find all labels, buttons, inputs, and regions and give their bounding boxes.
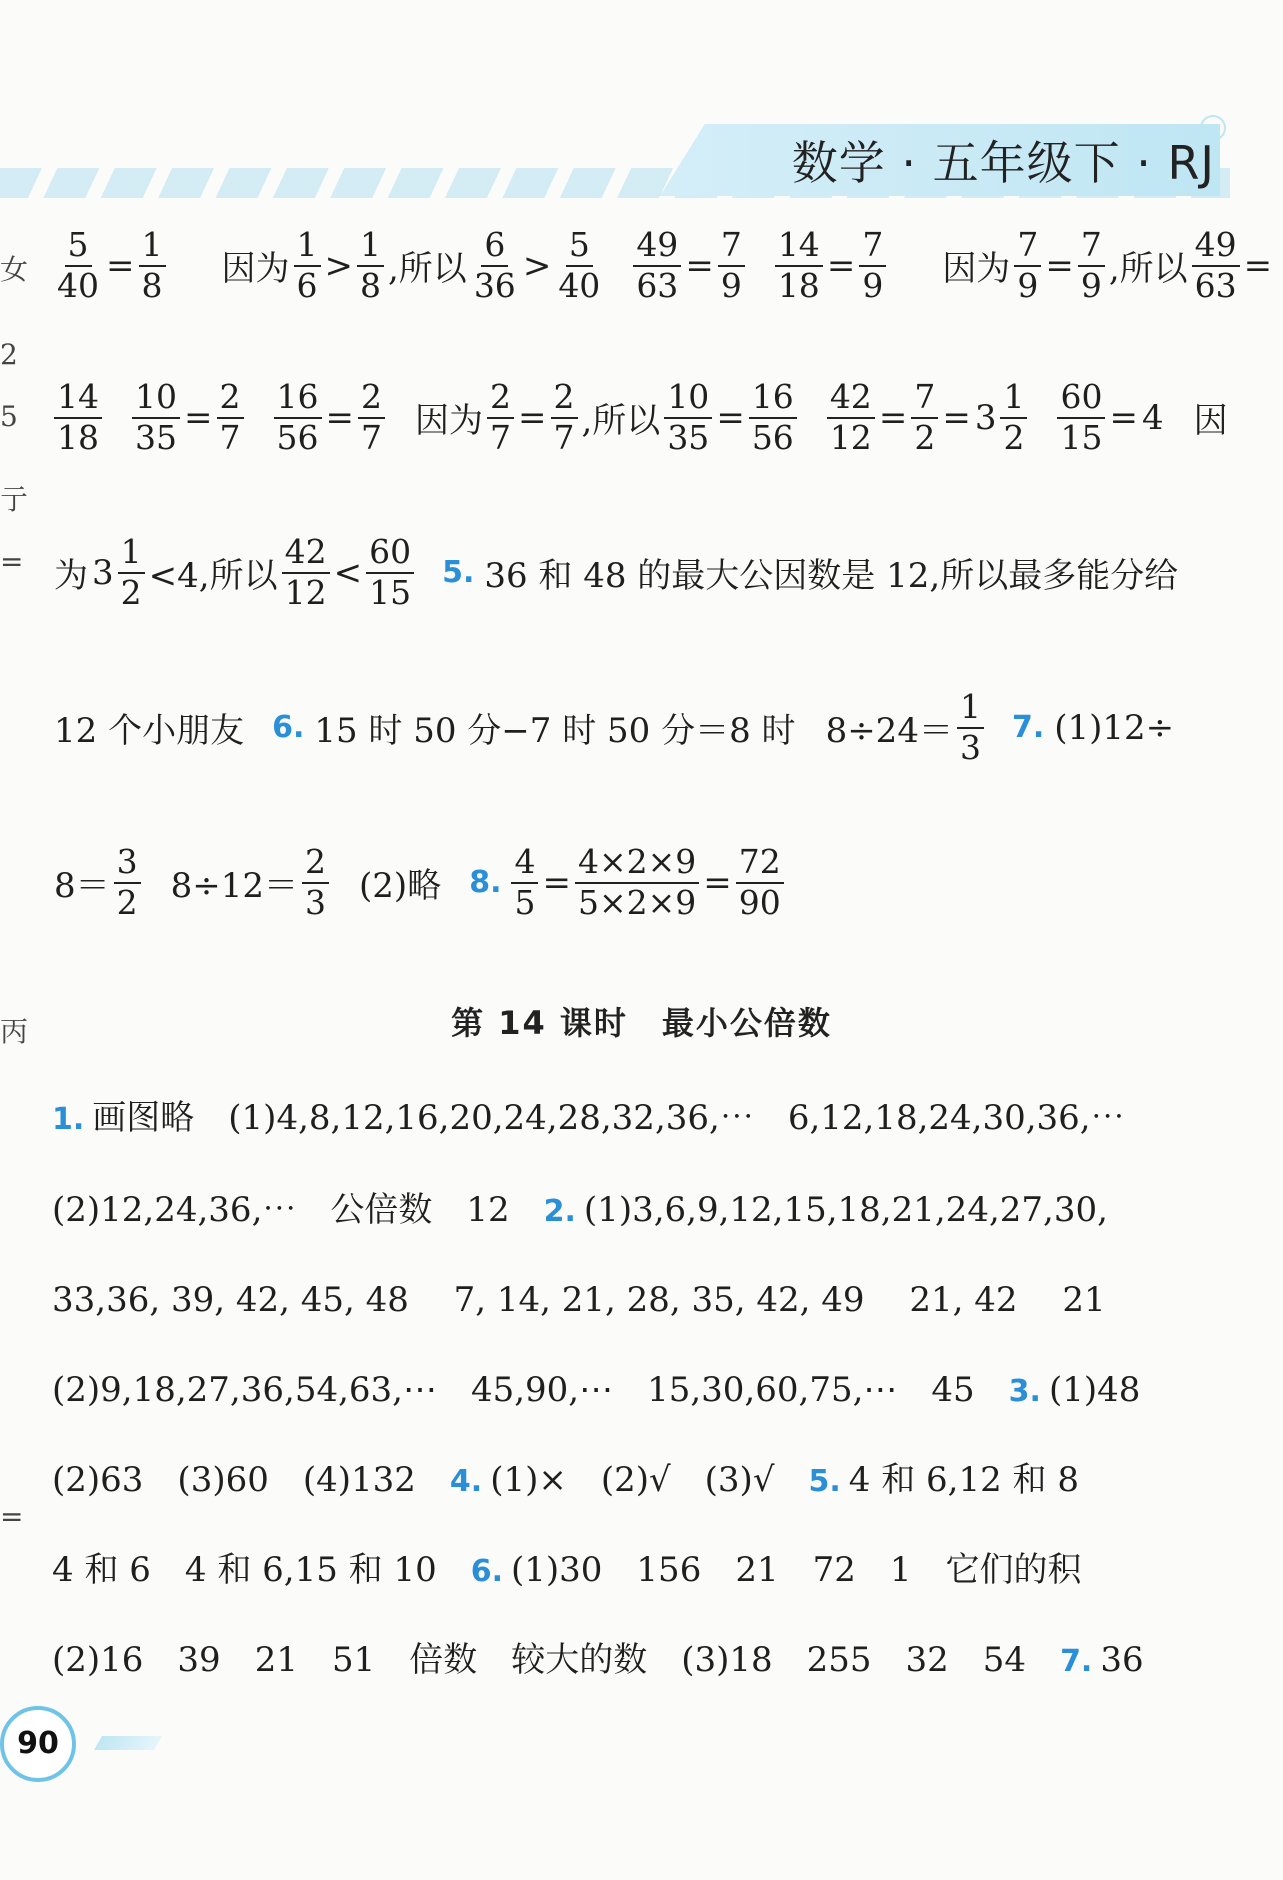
- question-number: 7.: [1011, 710, 1045, 746]
- answer-line-4: 12 个小朋友 6. 15 时 50 分−7 时 50 分＝8 时 8÷24＝ $\frac{1}{3}$ 7. (1)12÷: [54, 687, 1175, 767]
- fraction: $\frac{42}{12}$: [282, 535, 330, 610]
- edge-mark: 亍: [0, 483, 29, 516]
- edge-mark: =: [0, 545, 24, 578]
- edge-mark: 5: [0, 400, 18, 433]
- answer-line-2: $\frac{14}{18}$ $\frac{10}{35}$ = $\frac{2}{7}$ $\frac{16}{56}$ = $\frac{2}{7}$ 因为 $\frac{2}{7}$ = $\frac{2}{7}$ ,所以 $\frac{10}{35}$ = $\frac{16}{56}$ $\frac{42}{12}$ = $\frac{7}{2}$ = 3 $\frac{1}{2}$ $\frac{60}{15}$ = 4 因: [52, 380, 1230, 455]
- page-header-title: 数学 · 五年级下 · RJ: [791, 136, 1215, 190]
- fraction: $\frac{5}{40}$: [558, 225, 601, 305]
- fraction: $\frac{2}{7}$: [487, 380, 514, 455]
- edge-mark: =: [0, 1500, 24, 1533]
- fraction: $\frac{1}{6}$: [294, 228, 321, 303]
- question-number: 8.: [469, 865, 502, 901]
- fraction: $\frac{1}{2}$: [1000, 380, 1027, 455]
- page-number-decoration: [94, 1736, 162, 1750]
- fraction: $\frac{3}{2}$: [114, 845, 141, 920]
- answer-row-3: 33,36, 39, 42, 45, 48 7, 14, 21, 28, 35, 42, 49 21, 42 21: [52, 1280, 1106, 1320]
- answer-row-6: 4 和 6 4 和 6,15 和 10 6. (1)30 156 21 72 1 它们的积: [52, 1550, 1082, 1590]
- fraction: $\frac{2}{7}$: [358, 380, 385, 455]
- fraction: $\frac{7}{9}$: [718, 228, 745, 303]
- question-number: 6.: [272, 710, 305, 746]
- fraction: $\frac{14}{18}$: [775, 228, 823, 303]
- fraction: $\frac{4\times 2\times 9}{5\times 2\times 9}$: [575, 845, 699, 920]
- fraction: $\frac{10}{35}$: [132, 380, 180, 455]
- fraction: $\frac{72}{90}$: [736, 845, 784, 920]
- fraction: $\frac{2}{3}$: [302, 845, 329, 920]
- fraction: $\frac{60}{15}$: [366, 535, 414, 610]
- fraction: $\frac{6}{36}$: [473, 225, 516, 305]
- fraction: $\frac{7}{9}$: [1014, 228, 1041, 303]
- edge-mark: 2: [0, 338, 18, 371]
- fraction: $\frac{60}{15}$: [1057, 380, 1105, 455]
- fraction: $\frac{49}{63}$: [1192, 228, 1240, 303]
- answer-row-2: (2)12,24,36,⋯ 公倍数 12 2. (1)3,6,9,12,15,18,21,24,27,30,: [52, 1190, 1108, 1230]
- fraction: $\frac{1}{3}$: [957, 690, 984, 765]
- fraction: $\frac{2}{7}$: [217, 380, 244, 455]
- answer-row-7: (2)16 39 21 51 倍数 较大的数 (3)18 255 32 54 7. 36: [52, 1640, 1144, 1680]
- fraction: $\frac{16}{56}$: [749, 380, 797, 455]
- fraction: $\frac{1}{2}$: [118, 535, 145, 610]
- answer-line-5: 8＝ $\frac{3}{2}$ 8÷12＝ $\frac{2}{3}$ (2)略 8. $\frac{4}{5}$ = $\frac{4\times 2\times 9}{5\times 2\times 9}$ = $\frac{72}{90}$: [52, 845, 786, 920]
- question-number: 5.: [442, 555, 475, 591]
- answer-row-4: (2)9,18,27,36,54,63,⋯ 45,90,⋯ 15,30,60,75,⋯ 45 3. (1)48: [52, 1370, 1141, 1410]
- edge-mark: 丙: [0, 1015, 29, 1048]
- fraction: $\frac{1}{8}$: [139, 228, 166, 303]
- section-title: 第 14 课时 最小公倍数: [451, 1004, 832, 1042]
- fraction: $\frac{7}{9}$: [859, 228, 886, 303]
- fraction: $\frac{7}{2}$: [911, 380, 938, 455]
- answer-line-3: 为 3 $\frac{1}{2}$ <4,所以 $\frac{42}{12}$ < $\frac{60}{15}$ 5. 36 和 48 的最大公因数是 12,所以最多能分给: [54, 532, 1179, 612]
- fraction: $\frac{42}{12}$: [827, 380, 875, 455]
- fraction: $\frac{5}{40}$: [57, 225, 99, 305]
- fraction: $\frac{49}{63}$: [633, 228, 681, 303]
- fraction: $\frac{4}{5}$: [511, 845, 538, 920]
- fraction: $\frac{2}{7}$: [551, 380, 578, 455]
- answer-row-1: 1. 画图略 (1)4,8,12,16,20,24,28,32,36,⋯ 6,12,18,24,30,36,⋯: [52, 1098, 1125, 1138]
- fraction: $\frac{1}{8}$: [357, 228, 384, 303]
- edge-mark: 女: [0, 253, 29, 286]
- answer-line-1: $\frac{5}{40}$ = $\frac{1}{8}$ 因为 $\frac{1}{6}$ > $\frac{1}{8}$ ,所以 $\frac{6}{36}$ > $\frac{5}{40}$ $\frac{49}{63}$ = $\frac{7}{9}$ $\frac{14}{18}$ = $\frac{7}{9}$ 因为 $\frac{7}{9}$ = $\frac{7}{9}$ ,所以 $\frac{49}{63}$ =: [52, 228, 1274, 303]
- fraction: $\frac{10}{35}$: [664, 380, 712, 455]
- answer-row-5: (2)63 (3)60 (4)132 4. (1)× (2)√ (3)√ 5. 4 和 6,12 和 8: [52, 1460, 1079, 1500]
- page-number: 90: [0, 1706, 76, 1782]
- fraction: $\frac{14}{18}$: [54, 380, 102, 455]
- fraction: $\frac{7}{9}$: [1078, 228, 1105, 303]
- fraction: $\frac{16}{56}$: [274, 380, 322, 455]
